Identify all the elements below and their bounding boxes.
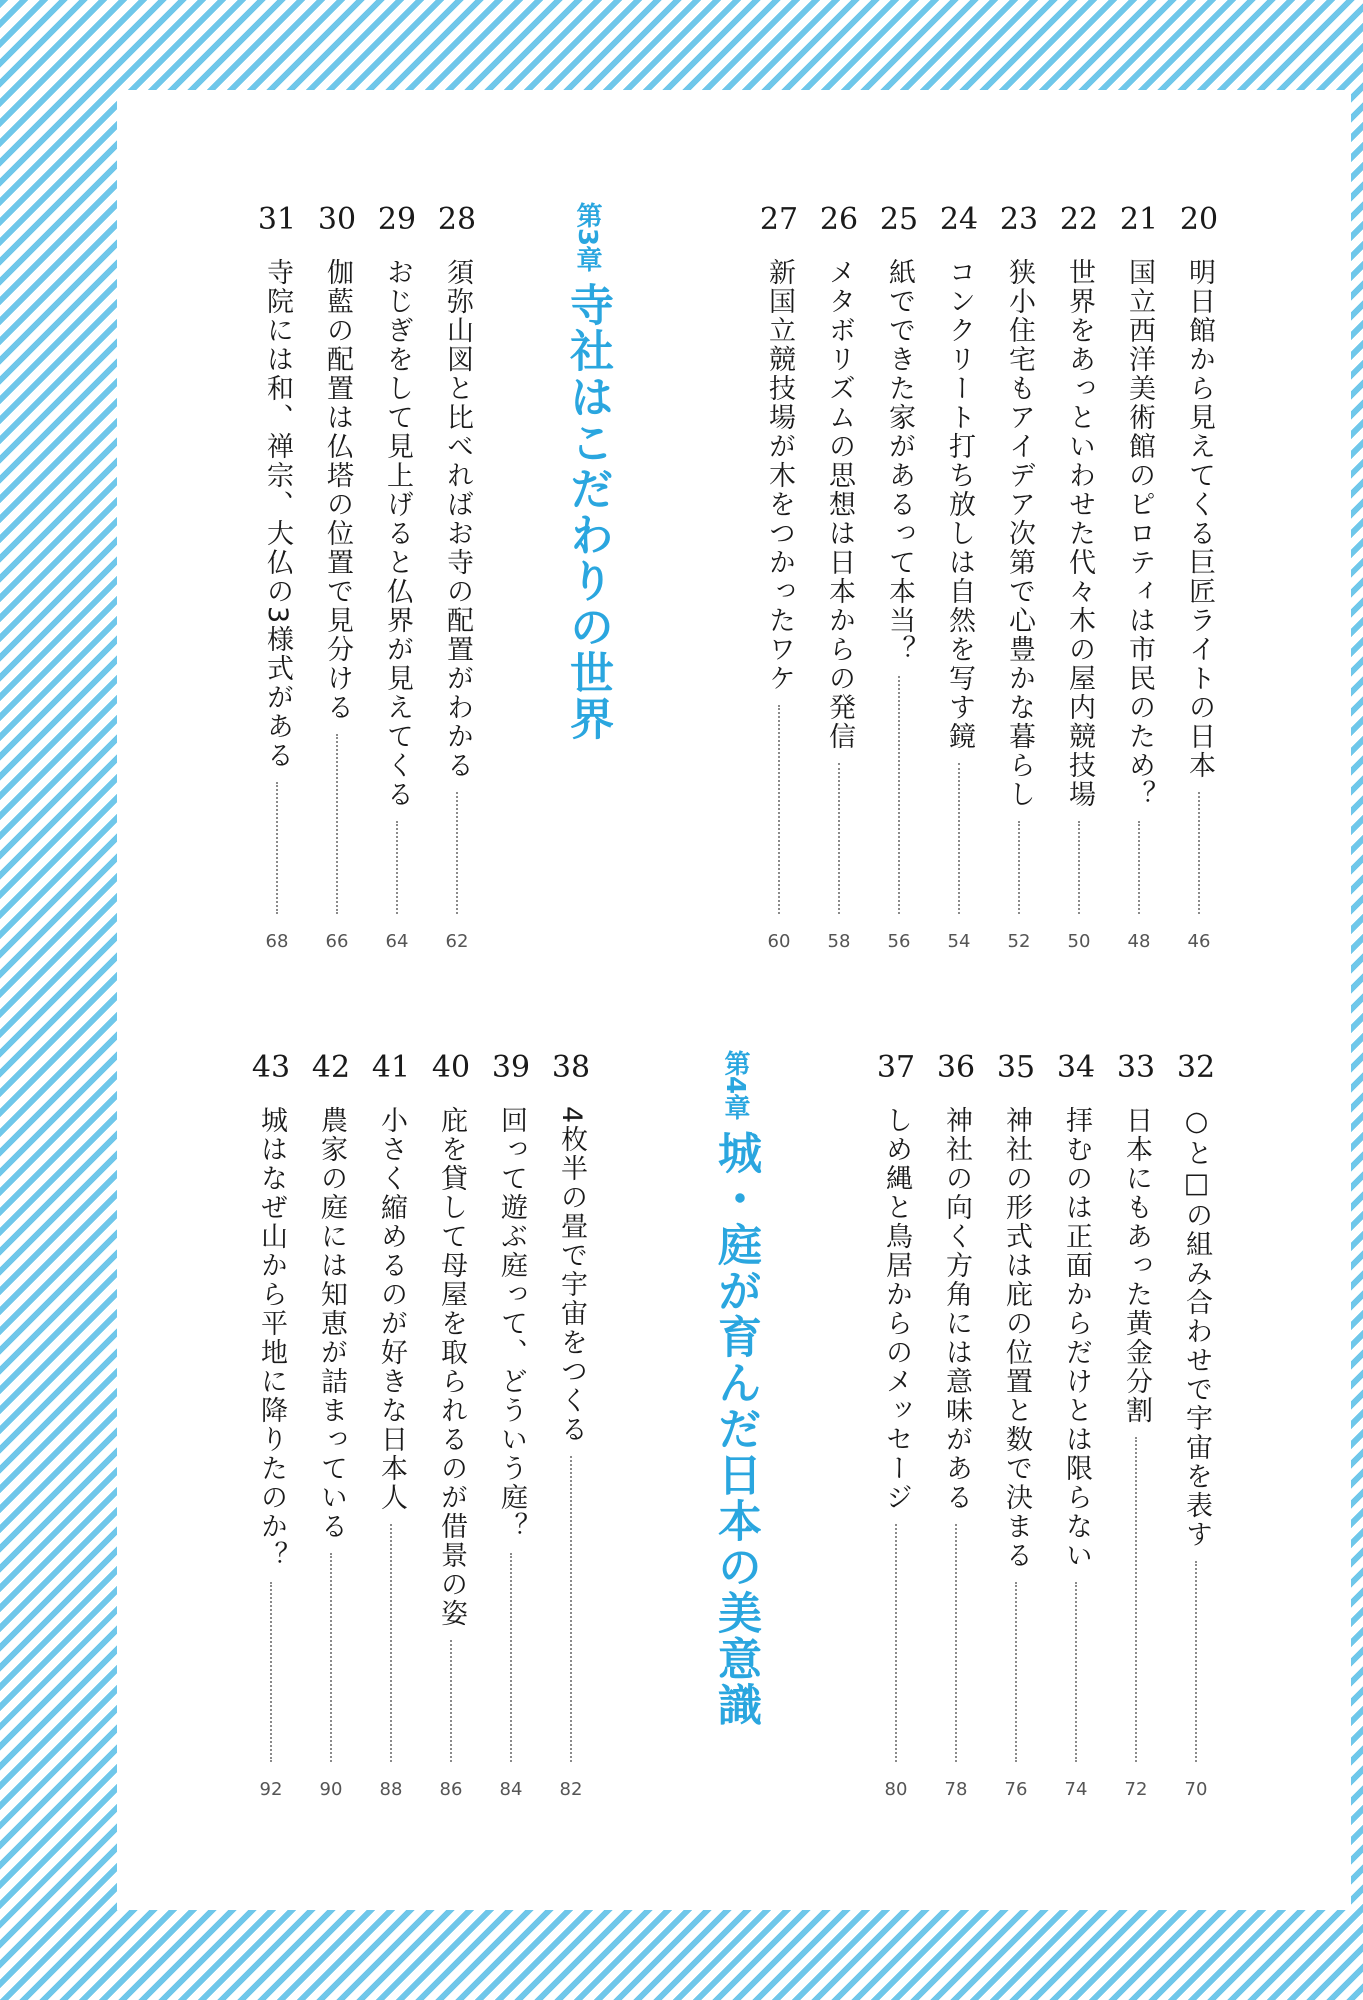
page-number: 74 bbox=[1064, 1779, 1088, 1800]
entry-title: 明日館から見えてくる巨匠ライトの日本 bbox=[1184, 258, 1215, 780]
entry-number: 39 bbox=[491, 1050, 531, 1085]
page-number: 78 bbox=[944, 1779, 968, 1800]
page-number: 54 bbox=[947, 931, 971, 952]
entry-title: 世界をあっといわせた代々木の屋内競技場 bbox=[1064, 258, 1095, 809]
page-number: 84 bbox=[499, 1779, 523, 1800]
entry-number: 24 bbox=[939, 202, 979, 237]
page-number: 88 bbox=[379, 1779, 403, 1800]
dot-leader bbox=[955, 1524, 957, 1762]
entry-number: 43 bbox=[251, 1050, 291, 1085]
dot-leader bbox=[330, 1553, 332, 1762]
dot-leader bbox=[390, 1524, 392, 1762]
dot-leader bbox=[778, 705, 780, 914]
page-number: 64 bbox=[385, 931, 409, 952]
dot-leader bbox=[1195, 1561, 1197, 1762]
entry-title: 拝むのは正面からだけとは限らない bbox=[1061, 1106, 1092, 1570]
chapter-3-title: 寺社はこだわりの世界 bbox=[562, 282, 613, 743]
page-number: 50 bbox=[1067, 931, 1091, 952]
entry-number: 28 bbox=[437, 202, 477, 237]
dot-leader bbox=[958, 763, 960, 914]
page-number: 76 bbox=[1004, 1779, 1028, 1800]
page-number: 56 bbox=[887, 931, 911, 952]
toc-page bbox=[117, 90, 1351, 1910]
dot-leader bbox=[838, 763, 840, 914]
entry-number: 22 bbox=[1059, 202, 1099, 237]
entry-number: 27 bbox=[759, 202, 799, 237]
chapter-3-label: 第3章 bbox=[572, 202, 602, 273]
entry-title: 4枚半の畳で宇宙をつくる bbox=[556, 1106, 587, 1445]
page-number: 48 bbox=[1127, 931, 1151, 952]
dot-leader bbox=[396, 821, 398, 914]
entry-number: 32 bbox=[1176, 1050, 1216, 1085]
page-number: 62 bbox=[445, 931, 469, 952]
entry-title: 農家の庭には知恵が詰まっている bbox=[316, 1106, 347, 1541]
entry-number: 41 bbox=[371, 1050, 411, 1085]
entry-number: 38 bbox=[551, 1050, 591, 1085]
dot-leader bbox=[898, 676, 900, 914]
entry-title: 国立西洋美術館のピロティは市民のため？ bbox=[1124, 258, 1155, 809]
dot-leader bbox=[456, 792, 458, 914]
entry-title: 新国立競技場が木をつかったワケ bbox=[764, 258, 795, 693]
entry-title: 紙でできた家があるって本当？ bbox=[884, 258, 915, 664]
entry-title: 寺院には和、禅宗、大仏の3様式がある bbox=[262, 258, 293, 771]
page-number: 92 bbox=[259, 1779, 283, 1800]
entry-number: 34 bbox=[1056, 1050, 1096, 1085]
page-number: 46 bbox=[1187, 931, 1211, 952]
page-number: 90 bbox=[319, 1779, 343, 1800]
chapter-4-heading bbox=[700, 1050, 770, 1728]
entry-title: しめ縄と鳥居からのメッセージ bbox=[881, 1106, 912, 1512]
entry-number: 37 bbox=[876, 1050, 916, 1085]
entry-number: 26 bbox=[819, 202, 859, 237]
entry-title: 神社の向く方角には意味がある bbox=[941, 1106, 972, 1512]
entry-title: 回って遊ぶ庭って、どういう庭？ bbox=[496, 1106, 527, 1541]
dot-leader bbox=[1138, 821, 1140, 914]
entry-number: 21 bbox=[1119, 202, 1159, 237]
dot-leader bbox=[1018, 821, 1020, 914]
page-number: 86 bbox=[439, 1779, 463, 1800]
entry-title: 城はなぜ山から平地に降りたのか？ bbox=[256, 1106, 287, 1570]
entry-title: コンクリート打ち放しは自然を写す鏡 bbox=[944, 258, 975, 751]
entry-title: ○と□の組み合わせで宇宙を表す bbox=[1181, 1106, 1212, 1549]
entry-title: 庇を貸して母屋を取られるのが借景の姿 bbox=[436, 1106, 467, 1628]
dot-leader bbox=[1015, 1582, 1017, 1762]
entry-title: 伽藍の配置は仏塔の位置で見分ける bbox=[322, 258, 353, 722]
page-number: 58 bbox=[827, 931, 851, 952]
entry-number: 36 bbox=[936, 1050, 976, 1085]
entry-number: 25 bbox=[879, 202, 919, 237]
entry-title: メタボリズムの思想は日本からの発信 bbox=[824, 258, 855, 751]
page-number: 80 bbox=[884, 1779, 908, 1800]
entry-title: 小さく縮めるのが好きな日本人 bbox=[376, 1106, 407, 1512]
dot-leader bbox=[1135, 1437, 1137, 1762]
dot-leader bbox=[450, 1640, 452, 1762]
entry-number: 31 bbox=[257, 202, 297, 237]
dot-leader bbox=[276, 782, 278, 914]
page-number: 82 bbox=[559, 1779, 583, 1800]
entry-title: おじぎをして見上げると仏界が見えてくる bbox=[382, 258, 413, 809]
entry-number: 42 bbox=[311, 1050, 351, 1085]
dot-leader bbox=[270, 1582, 272, 1762]
dot-leader bbox=[570, 1456, 572, 1762]
entry-number: 33 bbox=[1116, 1050, 1156, 1085]
entry-number: 40 bbox=[431, 1050, 471, 1085]
page-number: 66 bbox=[325, 931, 349, 952]
entry-number: 35 bbox=[996, 1050, 1036, 1085]
page-number: 52 bbox=[1007, 931, 1031, 952]
page-number: 60 bbox=[767, 931, 791, 952]
dot-leader bbox=[1198, 792, 1200, 914]
dot-leader bbox=[336, 734, 338, 914]
chapter-4-title: 城・庭が育んだ日本の美意識 bbox=[710, 1130, 761, 1729]
dot-leader bbox=[1078, 821, 1080, 914]
dot-leader bbox=[510, 1553, 512, 1762]
entry-title: 神社の形式は庇の位置と数で決まる bbox=[1001, 1106, 1032, 1570]
entry-title: 日本にもあった黄金分割 bbox=[1121, 1106, 1152, 1425]
chapter-3-heading bbox=[552, 202, 622, 742]
entry-number: 20 bbox=[1179, 202, 1219, 237]
page-number: 72 bbox=[1124, 1779, 1148, 1800]
page-number: 70 bbox=[1184, 1779, 1208, 1800]
chapter-4-label: 第4章 bbox=[720, 1050, 750, 1121]
entry-number: 23 bbox=[999, 202, 1039, 237]
entry-number: 29 bbox=[377, 202, 417, 237]
dot-leader bbox=[1075, 1582, 1077, 1762]
page-number: 68 bbox=[265, 931, 289, 952]
dot-leader bbox=[895, 1524, 897, 1762]
entry-title: 狭小住宅もアイデア次第で心豊かな暮らし bbox=[1004, 258, 1035, 809]
entry-title: 須弥山図と比べればお寺の配置がわかる bbox=[442, 258, 473, 780]
entry-number: 30 bbox=[317, 202, 357, 237]
